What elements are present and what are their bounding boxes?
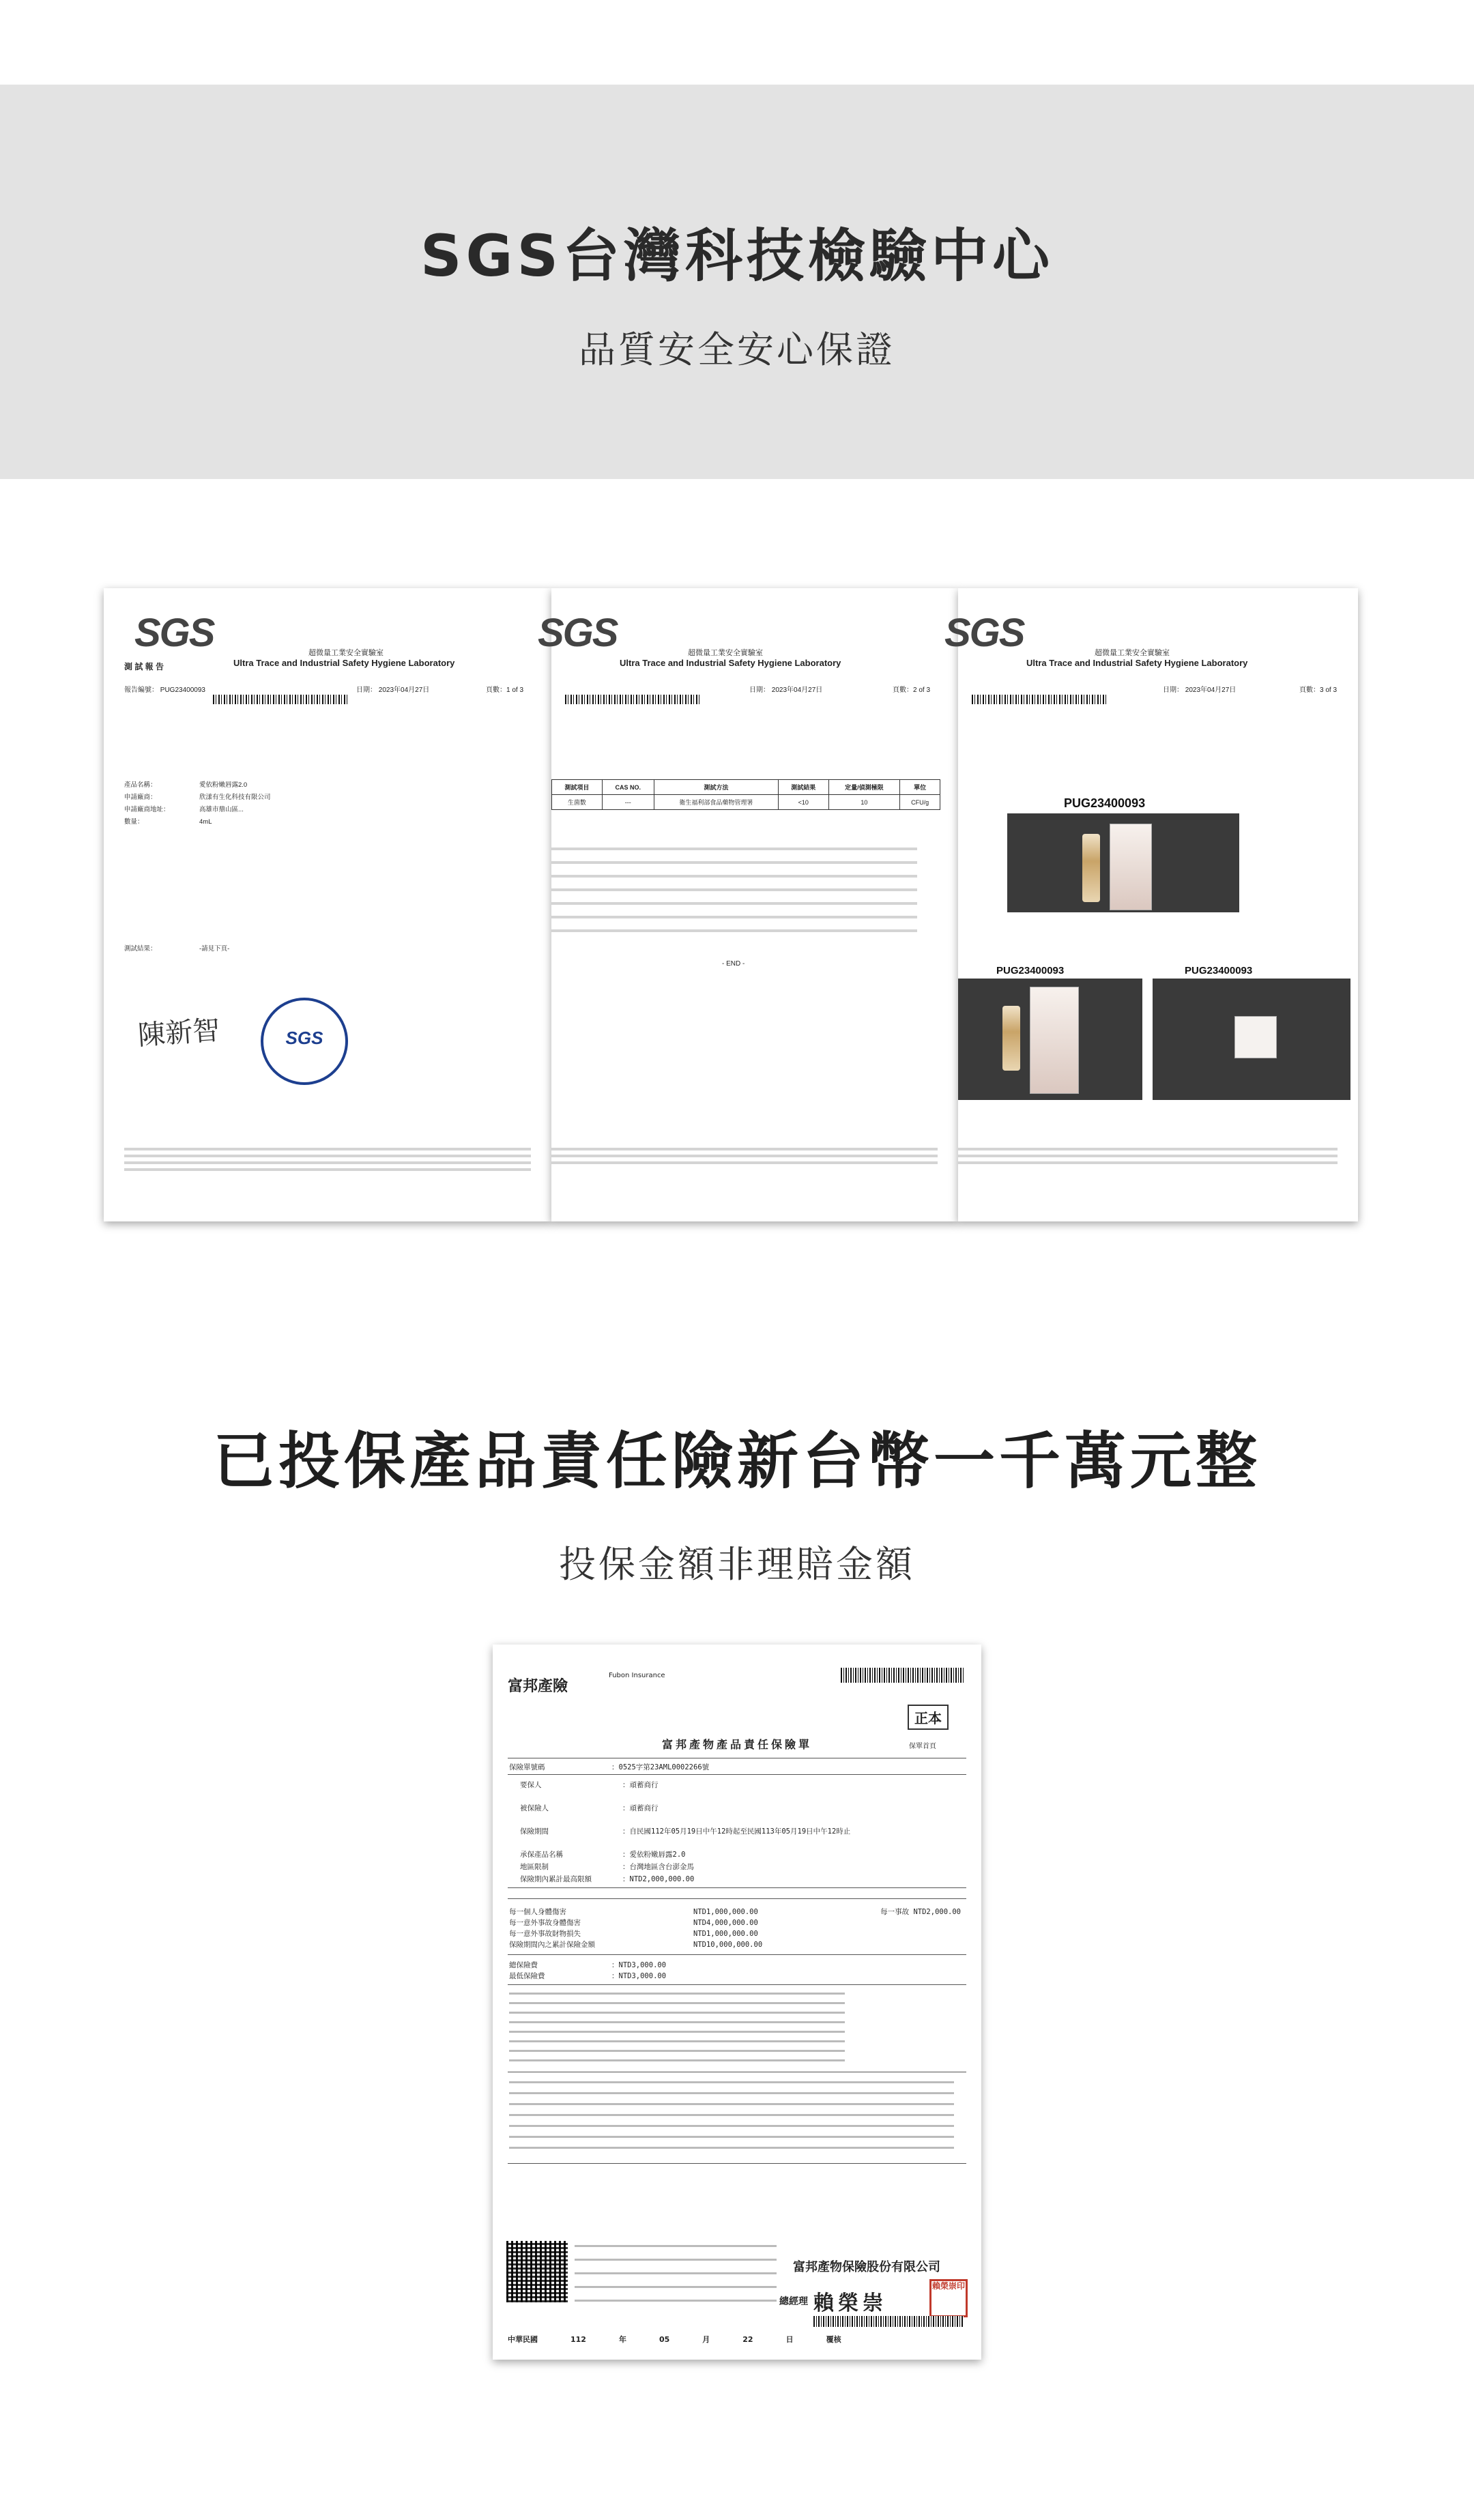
fubon-logo-en: Fubon Insurance bbox=[609, 1672, 665, 1679]
lab-name-zh: 超微量工業安全實驗室 bbox=[688, 649, 763, 657]
sgs-logo: SGS bbox=[538, 611, 618, 655]
field-row: 測試結果： -請見下頁- bbox=[124, 945, 230, 953]
policy-title: 富邦產物產品責任保險單 bbox=[661, 1738, 812, 1751]
amount-row: 每一個人身體傷害 NTD1,000,000.00 bbox=[509, 1908, 758, 1916]
photo-label: PUG23400093 bbox=[1064, 796, 1146, 810]
product-photo bbox=[958, 979, 1142, 1100]
fine-print bbox=[124, 1155, 531, 1157]
field-row: 申請廠商地址： 高雄市鼎山區... bbox=[124, 806, 244, 813]
report-date: 日期： 2023年04月27日 bbox=[1163, 686, 1237, 694]
notes-text bbox=[551, 888, 917, 891]
field-row: 申請廠商： 欣漾有生化科技有限公司 bbox=[124, 794, 271, 801]
policy-row: 要保人 ：頑蓄商行 bbox=[520, 1781, 659, 1789]
product-photo bbox=[1007, 813, 1239, 912]
photo-label: PUG23400093 bbox=[1185, 965, 1253, 976]
insurance-subtitle: 投保金額非理賠金額 bbox=[559, 1543, 915, 1586]
original-stamp: 正本 bbox=[908, 1705, 949, 1730]
fubon-logo: 富邦產險 bbox=[508, 1678, 568, 1695]
manager-seal: 賴榮崇印 bbox=[929, 2279, 968, 2317]
fine-print bbox=[551, 1161, 938, 1164]
hero-subtitle: 品質安全安心保證 bbox=[579, 328, 895, 371]
sgs-certificate-page-1 bbox=[104, 588, 551, 1221]
policy-footer: 中華民國 112 年 05 月 22 日 覆核 bbox=[508, 2335, 841, 2344]
fine-print bbox=[551, 1148, 938, 1150]
policy-row: 地區限制 ：台灣地區含台澎金馬 bbox=[520, 1863, 694, 1871]
lab-name-en: Ultra Trace and Industrial Safety Hygiene Laboratory bbox=[620, 658, 841, 668]
field-row: 產品名稱： 愛依粉嫩唇露2.0 bbox=[124, 781, 248, 789]
report-number: 報告編號： PUG23400093 bbox=[124, 686, 205, 694]
notes-text bbox=[551, 875, 917, 878]
report-label: 測 試 報 告 bbox=[124, 662, 164, 671]
policy-row: 被保險人 ：頑蓄商行 bbox=[520, 1804, 659, 1812]
report-page: 頁數：1 of 3 bbox=[486, 686, 524, 694]
policy-number: 保險單號碼 ：0525字第23AML0002266號 bbox=[509, 1763, 710, 1771]
amount-row: 每一意外事故身體傷害 NTD4,000,000.00 bbox=[509, 1919, 758, 1927]
photo-label: PUG23400093 bbox=[996, 965, 1065, 976]
barcode-image bbox=[813, 2316, 964, 2327]
policy-row: 承保產品名稱 ：愛依粉嫩唇露2.0 bbox=[520, 1851, 686, 1859]
sgs-logo: SGS bbox=[944, 611, 1024, 655]
signature: 陳新智 bbox=[136, 1014, 221, 1052]
notes-text bbox=[551, 916, 917, 918]
policy-page: 保單首頁 bbox=[909, 1743, 936, 1750]
fine-print bbox=[958, 1155, 1338, 1157]
barcode-image bbox=[213, 695, 349, 704]
insurance-title: 已投保產品責任險新台幣一千萬元整 bbox=[213, 1425, 1261, 1497]
deductible: 每一事故 NTD2,000.00 bbox=[880, 1908, 961, 1916]
notes-text bbox=[551, 902, 917, 905]
premium-row: 總保險費 ：NTD3,000.00 bbox=[509, 1961, 667, 1969]
premium-row: 最低保險費 ：NTD3,000.00 bbox=[509, 1972, 667, 1980]
fine-print bbox=[958, 1148, 1338, 1150]
field-row: 數量： 4mL bbox=[124, 818, 212, 826]
lab-name-en: Ultra Trace and Industrial Safety Hygiene Laboratory bbox=[233, 658, 455, 668]
insurance-policy-document bbox=[493, 1645, 981, 2360]
manager-signature: 賴榮崇 bbox=[813, 2291, 887, 2315]
results-table: 測試項目 CAS NO. 測試方法 測試結果 定量/偵測極限 單位 生菌數 --- 衛生福利部食品藥物管理署 <10 10 CFU/g bbox=[551, 779, 940, 810]
fine-print bbox=[124, 1148, 531, 1150]
report-date: 日期： 2023年04月27日 bbox=[356, 686, 430, 694]
report-page: 頁數：3 of 3 bbox=[1299, 686, 1338, 694]
amount-row: 每一意外事故財物損失 NTD1,000,000.00 bbox=[509, 1930, 758, 1938]
sgs-logo: SGS bbox=[134, 611, 214, 655]
sgs-certificate-page-3 bbox=[944, 588, 1358, 1221]
fine-print bbox=[124, 1161, 531, 1164]
notes-text bbox=[551, 929, 917, 932]
lab-name-zh: 超微量工業安全實驗室 bbox=[1095, 649, 1170, 657]
report-page: 頁數：2 of 3 bbox=[893, 686, 931, 694]
product-photo bbox=[1153, 979, 1350, 1100]
manager-title: 總經理 bbox=[779, 2296, 808, 2307]
sgs-certificate-page-2 bbox=[538, 588, 958, 1221]
notes-text bbox=[551, 861, 917, 864]
barcode-image bbox=[565, 695, 702, 704]
policy-row: 保險期間 ：自民國112年05月19日中午12時起至民國113年05月19日中午12時止 bbox=[520, 1827, 851, 1836]
notes-text bbox=[551, 848, 917, 850]
qr-code-image bbox=[506, 2241, 568, 2302]
fine-print bbox=[551, 1155, 938, 1157]
end-marker: - END - bbox=[722, 960, 745, 968]
fine-print bbox=[124, 1168, 531, 1171]
barcode-image bbox=[841, 1668, 964, 1683]
lab-name-en: Ultra Trace and Industrial Safety Hygiene Laboratory bbox=[1026, 658, 1248, 668]
insurer-name: 富邦產物保險股份有限公司 bbox=[793, 2260, 940, 2274]
report-date: 日期： 2023年04月27日 bbox=[749, 686, 823, 694]
fine-print bbox=[958, 1161, 1338, 1164]
barcode-image bbox=[972, 695, 1108, 704]
amount-row: 保險期間內之累計保險金額 NTD10,000,000.00 bbox=[509, 1941, 763, 1949]
sgs-stamp: SGS bbox=[261, 998, 348, 1085]
policy-row: 保險期內累計最高限額 ：NTD2,000,000.00 bbox=[520, 1875, 695, 1883]
hero-title: SGS台灣科技檢驗中心 bbox=[420, 222, 1054, 289]
lab-name-zh: 超微量工業安全實驗室 bbox=[308, 649, 384, 657]
